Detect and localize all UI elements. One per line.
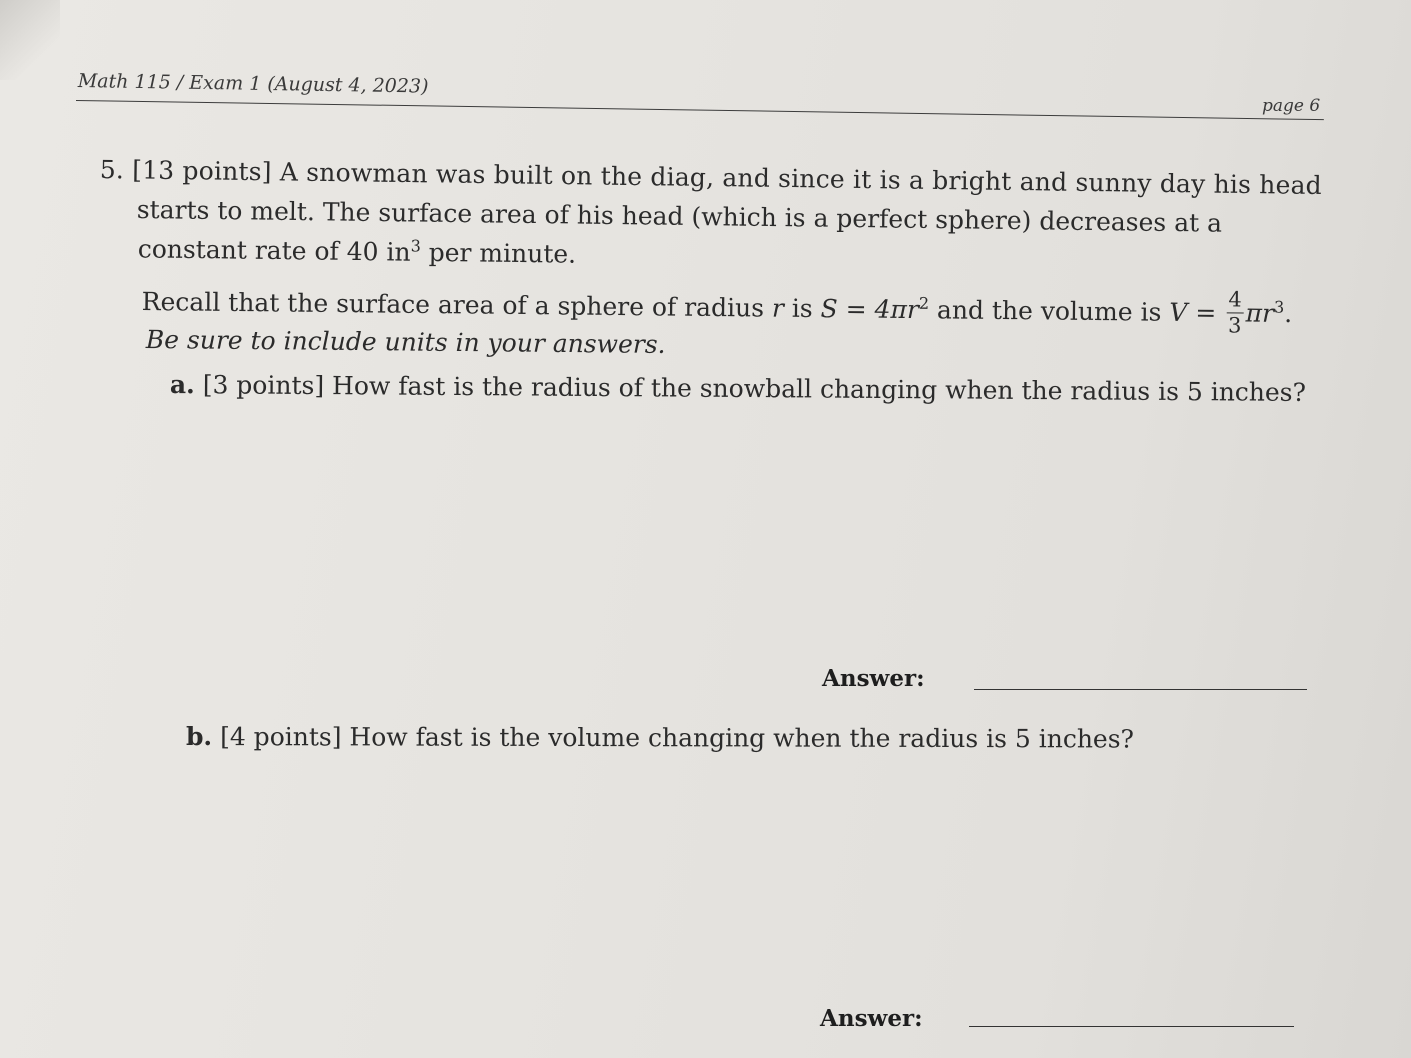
recall-text: Recall that the surface area of a sphere of radius (141, 286, 773, 323)
problem-text-1: [13 points] A snowman was built on the diag, and since it is a bright and sunny day his head (132, 155, 1323, 200)
part-a-text: [3 points] How fast is the radius of the snowball changing when the radius is 5 inches? (202, 370, 1307, 407)
part-b-text: [4 points] How fast is the volume changing when the radius is 5 inches? (220, 722, 1135, 754)
fraction-numerator: 4 (1228, 287, 1242, 312)
exam-header-title: Math 115 / Exam 1 (August 4, 2023) (77, 70, 429, 98)
page-corner-shadow (0, 0, 60, 80)
rate-text-end: per minute. (420, 237, 577, 269)
surface-area-exponent: 2 (918, 293, 930, 313)
radius-symbol: r (771, 293, 785, 323)
problem-line-2: starts to melt. The surface area of his head (which is a perfect sphere) decreases at a (136, 195, 1223, 238)
problem-line-3 (138, 233, 577, 269)
problem-line-1 (100, 155, 1322, 200)
part-b-label: b. (185, 722, 213, 752)
part-a-answer-label: Answer: (822, 665, 925, 692)
rate-exponent: 3 (410, 236, 421, 256)
part-b-question (186, 722, 1134, 753)
part-a-answer-blank[interactable] (974, 689, 1307, 690)
volume-symbol: V = (1169, 297, 1225, 328)
part-a-question (170, 370, 1306, 407)
part-b-answer-label: Answer: (820, 1005, 923, 1032)
recall-is: is (783, 293, 821, 324)
part-b-answer-blank[interactable] (969, 1026, 1294, 1027)
part-a-label: a. (169, 370, 195, 400)
volume-exponent: 3 (1273, 297, 1285, 317)
problem-number: 5. (99, 155, 125, 185)
volume-fraction (1226, 289, 1244, 336)
fraction-denominator: 3 (1227, 313, 1242, 338)
units-note: Be sure to include units in your answers. (145, 325, 666, 359)
header-divider (76, 100, 1324, 120)
volume-pi-r: πr (1245, 298, 1275, 328)
recall-period: . (1284, 298, 1293, 329)
surface-area-formula: S = 4πr (820, 294, 920, 325)
recall-and: and the volume is (928, 295, 1170, 327)
page-number: page 6 (1262, 96, 1321, 116)
rate-text: constant rate of 40 in (137, 234, 411, 267)
